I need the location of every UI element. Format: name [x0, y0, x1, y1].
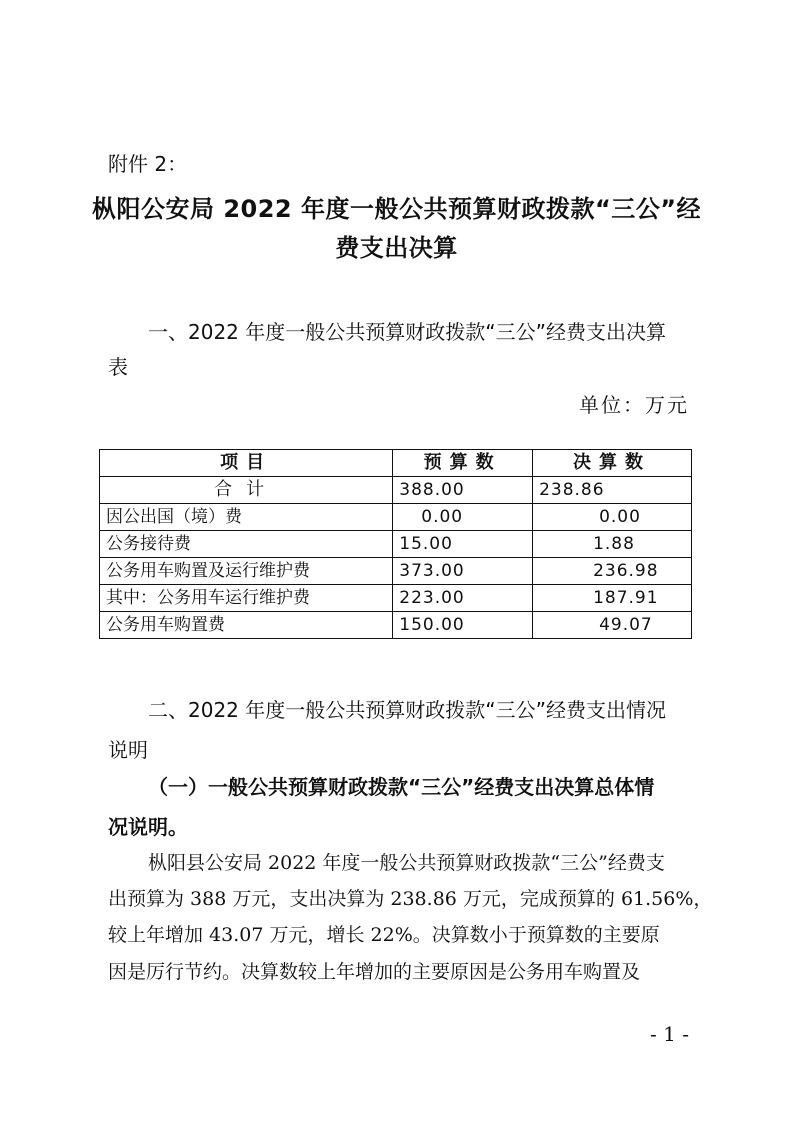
table-row — [100, 504, 692, 531]
row-budget: 15.00 — [393, 531, 533, 558]
row-item: 其中：公务用车运行维护费 — [100, 585, 393, 612]
row-budget: 0.00 — [393, 504, 533, 531]
section-1-heading-cont: 表 — [108, 355, 128, 379]
header-final: 决算数 — [533, 450, 692, 477]
table-row — [100, 531, 692, 558]
document-title-line-1: 枞阳公安局 2022 年度一般公共预算财政拨款“三公”经 — [91, 195, 702, 223]
row-final: 238.86 — [533, 477, 692, 504]
unit-label: 单位：万元 — [579, 393, 689, 417]
paragraph-line: 枞阳县公安局 2022 年度一般公共预算财政拨款“三公”经费支 — [148, 852, 665, 874]
paragraph-line: 较上年增加 43.07 万元，增长 22%。决算数小于预算数的主要原 — [108, 924, 660, 946]
document-title-line-2: 费支出决算 — [335, 234, 458, 262]
page-number: - 1 - — [650, 1022, 689, 1046]
header-item: 项目 — [100, 450, 393, 477]
header-budget: 预算数 — [393, 450, 533, 477]
budget-table — [99, 449, 692, 639]
paragraph-line: 因是厉行节约。决算数较上年增加的主要原因是公务用车购置及 — [108, 961, 641, 983]
row-item: 因公出国（境）费 — [100, 504, 393, 531]
row-item: 公务接待费 — [100, 531, 393, 558]
row-final: 236.98 — [533, 558, 692, 585]
row-budget: 388.00 — [393, 477, 533, 504]
row-item: 公务用车购置及运行维护费 — [100, 558, 393, 585]
row-budget: 373.00 — [393, 558, 533, 585]
section-2-heading-cont: 说明 — [108, 738, 148, 762]
section-1-heading: 一、2022 年度一般公共预算财政拨款“三公”经费支出决算 — [148, 320, 666, 344]
row-final: 0.00 — [533, 504, 692, 531]
table-row — [100, 477, 692, 504]
row-budget: 150.00 — [393, 612, 533, 639]
row-item: 合计 — [100, 477, 393, 504]
section-2-heading: 二、2022 年度一般公共预算财政拨款“三公”经费支出情况 — [148, 698, 666, 722]
table-row — [100, 612, 692, 639]
table-row — [100, 585, 692, 612]
subsection-1-heading-cont: 况说明。 — [108, 815, 188, 839]
row-final: 187.91 — [533, 585, 692, 612]
table-row — [100, 558, 692, 585]
table-header-row — [100, 450, 692, 477]
paragraph-line: 出预算为 388 万元，支出决算为 238.86 万元，完成预算的 61.56%， — [108, 888, 713, 910]
row-budget: 223.00 — [393, 585, 533, 612]
row-item: 公务用车购置费 — [100, 612, 393, 639]
row-final: 1.88 — [533, 531, 692, 558]
subsection-1-heading: （一）一般公共预算财政拨款“三公”经费支出决算总体情 — [148, 775, 655, 799]
attachment-label: 附件 2： — [108, 152, 188, 176]
row-final: 49.07 — [533, 612, 692, 639]
